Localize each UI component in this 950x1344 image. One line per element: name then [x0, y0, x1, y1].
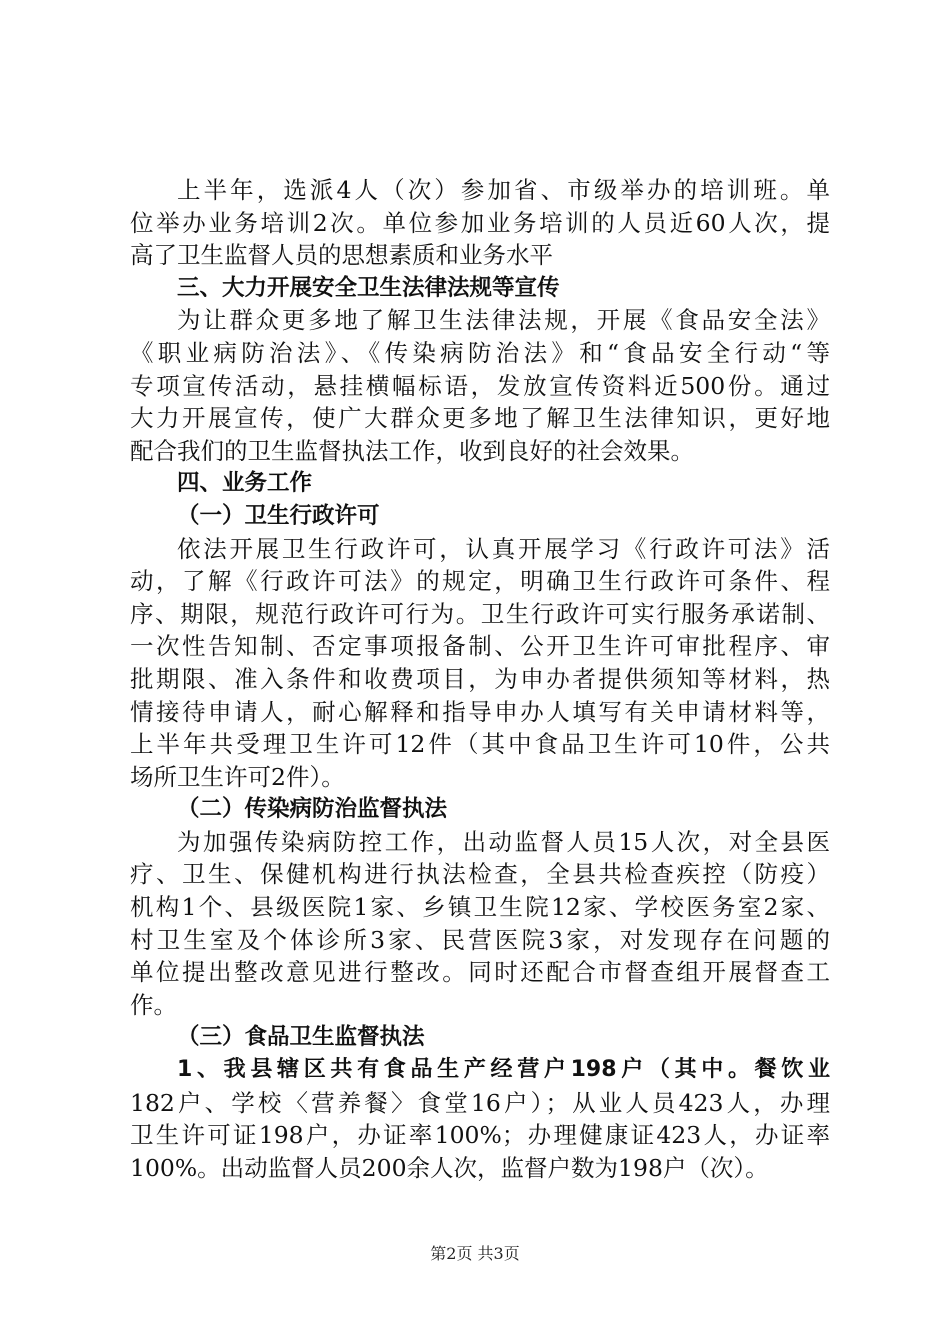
paragraph-line: 位举办业务培训2次。单位参加业务培训的人员近60人次，提 — [130, 208, 830, 237]
paragraph-line: 作。 — [130, 990, 177, 1019]
paragraph-line: 为让群众更多地了解卫生法律法规，开展《食品安全法》 — [177, 306, 830, 335]
paragraph-line: 依法开展卫生行政许可，认真开展学习《行政许可法》活 — [177, 534, 830, 563]
paragraph-line: 上半年，选派4人（次）参加省、市级举办的培训班。单 — [177, 176, 830, 204]
paragraph-line: 高了卫生监督人员的思想素质和业务水平 — [130, 241, 553, 270]
paragraph-line: 182户、学校〈营养餐〉食堂16户）；从业人员423人，办理 — [130, 1088, 830, 1117]
paragraph-line: 批期限、准入条件和收费项目，为申办者提供须知等材料，热 — [130, 664, 830, 693]
subsection-heading: （二）传染病防治监督执法 — [177, 796, 448, 823]
paragraph-line: 情接待申请人，耐心解释和指导申办人填写有关申请材料等， — [130, 697, 830, 726]
paragraph-line: 配合我们的卫生监督执法工作，收到良好的社会效果。 — [130, 436, 694, 465]
paragraph-line: 上半年共受理卫生许可12件（其中食品卫生许可10件，公共 — [130, 730, 830, 759]
subsection-heading: （三）食品卫生监督执法 — [177, 1024, 425, 1051]
paragraph-line: 100%。出动监督人员200余人次，监督户数为198户（次）。 — [130, 1153, 769, 1182]
paragraph-line: 序、期限，规范行政许可行为。卫生行政许可实行服务承诺制、 — [130, 599, 830, 628]
paragraph-line: 动，了解《行政许可法》的规定，明确卫生行政许可条件、程 — [130, 567, 830, 596]
paragraph-line: 《职业病防治法》、《传染病防治法》和“食品安全行动“等 — [130, 338, 830, 367]
paragraph-line: 大力开展宣传，使广大群众更多地了解卫生法律知识，更好地 — [130, 404, 830, 433]
paragraph-line: 场所卫生许可2件）。 — [130, 762, 345, 791]
paragraph-line: 机构1个、县级医院1家、乡镇卫生院12家、学校医务室2家、 — [130, 893, 830, 922]
paragraph-line: 1、我县辖区共有食品生产经营户198户（其中。餐饮业 — [177, 1057, 830, 1083]
paragraph-line: 专项宣传活动，悬挂横幅标语，发放宣传资料近500份。通过 — [130, 371, 830, 400]
paragraph-line: 一次性告知制、否定事项报备制、公开卫生许可审批程序、审 — [130, 632, 830, 661]
section-heading: 三、大力开展安全卫生法律法规等宣传 — [177, 274, 560, 301]
paragraph-line: 村卫生室及个体诊所3家、民营医院3家，对发现存在问题的 — [130, 925, 830, 954]
paragraph-line: 单位提出整改意见进行整改。同时还配合市督查组开展督查工 — [130, 958, 830, 987]
page-footer — [0, 1241, 950, 1264]
paragraph-line: 卫生许可证198户，办证率100%；办理健康证423人，办证率 — [130, 1121, 830, 1150]
document-body — [130, 174, 830, 1184]
paragraph-line: 为加强传染病防控工作，出动监督人员15人次，对全县医 — [177, 827, 830, 856]
section-heading: 四、业务工作 — [177, 470, 313, 497]
paragraph-line: 疗、卫生、保健机构进行执法检查，全县共检查疾控（防疫） — [130, 860, 830, 889]
subsection-heading: （一）卫生行政许可 — [177, 502, 380, 529]
page-number-label: 第2页 共3页 — [430, 1244, 520, 1263]
